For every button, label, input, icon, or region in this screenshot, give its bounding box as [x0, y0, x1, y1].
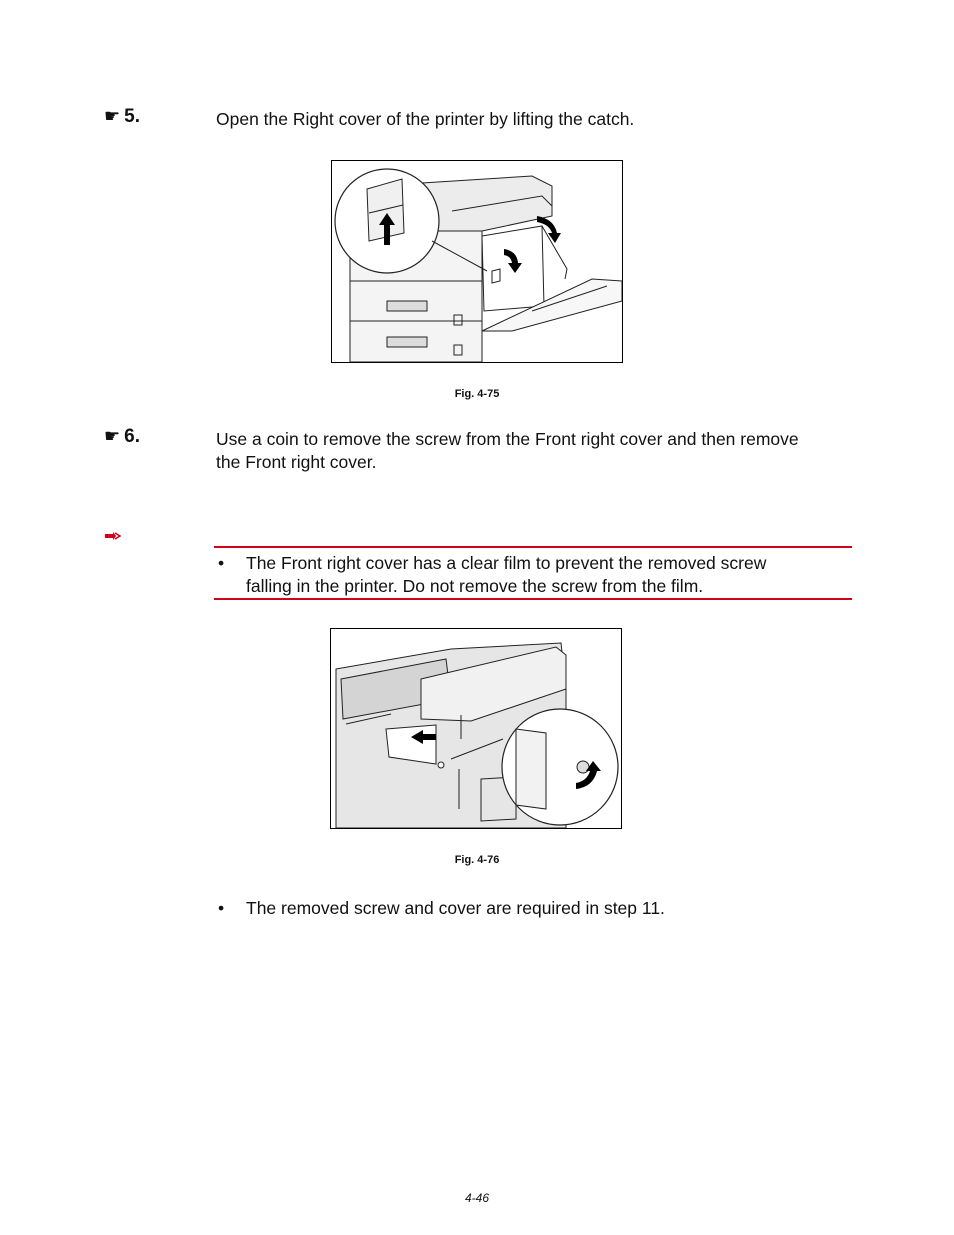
note-box	[214, 546, 852, 600]
printer-right-cover-illustration	[332, 161, 622, 362]
step-6-number: 6.	[124, 426, 140, 447]
figure-4-76-caption: Fig. 4-76	[454, 854, 500, 866]
figure-4-75-illustration	[331, 160, 623, 363]
step-6-marker	[104, 426, 140, 448]
step-6-text-line-2: the Front right cover.	[216, 452, 377, 472]
figure-4-75-caption: Fig. 4-75	[454, 388, 500, 400]
note-bullet-item	[214, 552, 852, 598]
note-text	[246, 552, 766, 598]
required-items-text: The removed screw and cover are required in step 11.	[246, 898, 665, 918]
printer-front-right-cover-illustration	[331, 629, 621, 828]
note-pointer-icon-graphic	[104, 530, 122, 542]
step-5-text: Open the Right cover of the printer by lifting the catch.	[216, 109, 635, 129]
bullet-mark: •	[218, 553, 225, 573]
step-6-text-line-1: Use a coin to remove the screw from the Front right cover and then remove	[216, 429, 799, 449]
note-text-line-2: falling in the printer. Do not remove the screw from the film.	[246, 576, 704, 596]
bullet-mark: •	[218, 898, 225, 918]
step-5-number: 5.	[124, 106, 140, 127]
figure-4-76-illustration	[330, 628, 622, 829]
pointing-hand-icon: ☛	[104, 426, 121, 447]
step-5-marker	[104, 106, 140, 128]
note-text-line-1: The Front right cover has a clear film to prevent the removed screw	[246, 553, 767, 573]
required-items-bullet	[214, 897, 854, 920]
note-pointer-icon	[104, 529, 122, 541]
pointing-hand-icon: ☛	[104, 106, 121, 127]
page-number: 4-46	[464, 1191, 490, 1205]
step-6-text	[216, 428, 876, 474]
